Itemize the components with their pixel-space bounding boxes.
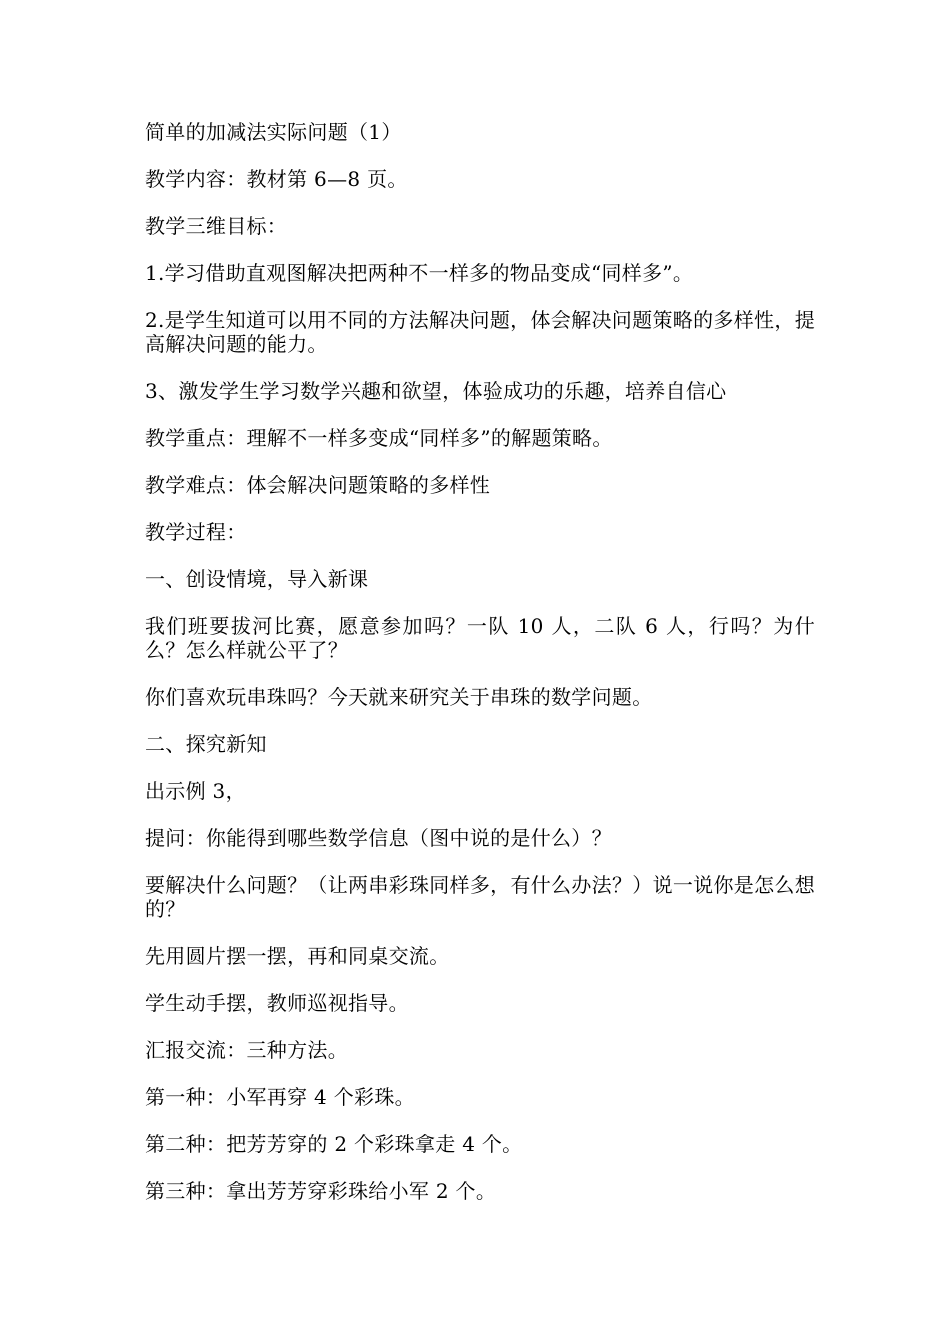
paragraph-example: 出示例 3，: [145, 779, 246, 803]
paragraph-students-practice: 学生动手摆，教师巡视指导。: [145, 991, 409, 1015]
section-2-heading: 二、探究新知: [145, 732, 267, 756]
method-3: 第三种：拿出芳芳穿彩珠给小军 2 个。: [145, 1179, 497, 1203]
paragraph-tug-of-war: 我们班要拔河比赛，愿意参加吗？一队 10 人，二队 6 人，行吗？为什么？怎么样就公平了？: [145, 614, 815, 662]
document-body: [145, 120, 815, 1226]
method-2: 第二种：把芳芳穿的 2 个彩珠拿走 4 个。: [145, 1132, 523, 1156]
objective-2: 2.是学生知道可以用不同的方法解决问题，体会解决问题策略的多样性，提高解决问题的能力。: [145, 308, 815, 356]
paragraph-manipulate: 先用圆片摆一摆，再和同桌交流。: [145, 944, 450, 968]
process-heading: 教学过程：: [145, 520, 247, 544]
section-1-heading: 一、创设情境，导入新课: [145, 567, 369, 591]
teaching-focus: 教学重点：理解不一样多变成“同样多”的解题策略。: [145, 426, 613, 450]
teaching-difficulty: 教学难点：体会解决问题策略的多样性: [145, 473, 491, 497]
objective-3: 3、激发学生学习数学兴趣和欲望，体验成功的乐趣，培养自信心: [145, 379, 727, 403]
objective-1: 1.学习借助直观图解决把两种不一样多的物品变成“同样多”。: [145, 261, 694, 285]
document-title: 简单的加减法实际问题（1）: [145, 120, 402, 144]
paragraph-question: 提问：你能得到哪些数学信息（图中说的是什么）？: [145, 826, 612, 850]
paragraph-problem: 要解决什么问题？（让两串彩珠同样多，有什么办法？）说一说你是怎么想的？: [145, 873, 815, 921]
method-1: 第一种：小军再穿 4 个彩珠。: [145, 1085, 415, 1109]
teaching-content: 教学内容：教材第 6—8 页。: [145, 167, 408, 191]
objectives-heading: 教学三维目标：: [145, 214, 288, 238]
paragraph-beads-intro: 你们喜欢玩串珠吗？今天就来研究关于串珠的数学问题。: [145, 685, 653, 709]
paragraph-report: 汇报交流：三种方法。: [145, 1038, 348, 1062]
